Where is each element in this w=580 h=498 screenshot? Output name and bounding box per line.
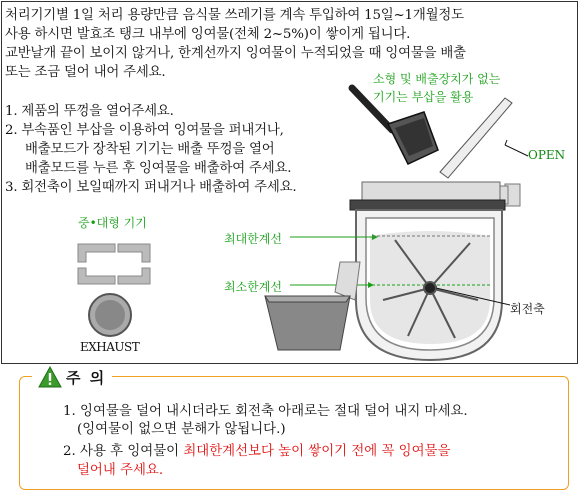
- step-1: 1. 제품의 뚜껑을 열어주세요.: [5, 104, 174, 119]
- device-icon: [78, 244, 150, 284]
- intro-line-1: 처리기기별 1일 처리 용량만큼 음식물 쓰레기를 계속 투입하여 15일~1개월정도: [5, 8, 464, 23]
- intro-line-2: 사용 하시면 발효조 탱크 내부에 잉여물(전체 2~5%)이 쌓이게 됩니다.: [5, 27, 411, 42]
- max-line-label: 최대한계선: [224, 232, 282, 246]
- caution-item-2-prefix: 2. 사용 후 잉여물이: [63, 444, 184, 459]
- warning-icon: [38, 366, 62, 388]
- device-label: 중•대형 기기: [78, 216, 147, 230]
- intro-line-3: 교반날개 끝이 보이지 않거나, 한계선까지 잉여물이 누적되었을 때 잉여물을 배출: [5, 46, 466, 61]
- lid-icon: [440, 98, 528, 178]
- caution-item-2-cont: 덜어내 주세요.: [77, 463, 164, 478]
- exhaust-label: EXHAUST: [80, 340, 140, 354]
- caution-item-1: 1. 잉여물을 덜어 내시더라도 회전축 아래로는 절대 덜어 내지 마세요.: [63, 404, 468, 419]
- open-label: OPEN: [528, 148, 566, 162]
- scoop-note-line-1: 소형 및 배출장치가 없는: [373, 72, 501, 86]
- step-2-cont-1: 배출모드가 장착된 기기는 배출 뚜껑을 열어: [25, 142, 275, 157]
- exhaust-fan-icon: [89, 294, 131, 336]
- caution-item-2: [63, 440, 450, 459]
- caution-item-1-note: (잉여물이 없으면 분해가 않됩니다.): [77, 422, 286, 437]
- intro-line-4: 또는 조금 덜어 내어 주세요.: [5, 65, 166, 80]
- step-2-cont-2: 배출모드를 누른 후 잉여물을 배출하여 주세요.: [25, 161, 292, 176]
- axis-label: 회전축: [510, 302, 545, 316]
- caution-title: 주 의: [66, 368, 107, 387]
- caution-item-2-warning: 최대한계선보다 높이 쌓이기 전에 꼭 잉여물을: [183, 444, 451, 459]
- step-2: 2. 부속품인 부삽을 이용하여 잉여물을 퍼내거나,: [5, 123, 284, 138]
- step-3: 3. 회전축이 보일때까지 퍼내거나 배출하여 주세요.: [5, 180, 297, 195]
- scoop-note-line-2: 기기는 부삽을 활용: [373, 90, 474, 104]
- scoop-icon: [352, 88, 438, 164]
- bin-icon: [265, 296, 350, 350]
- caution-header: [32, 366, 112, 388]
- min-line-label: 최소한계선: [224, 280, 282, 294]
